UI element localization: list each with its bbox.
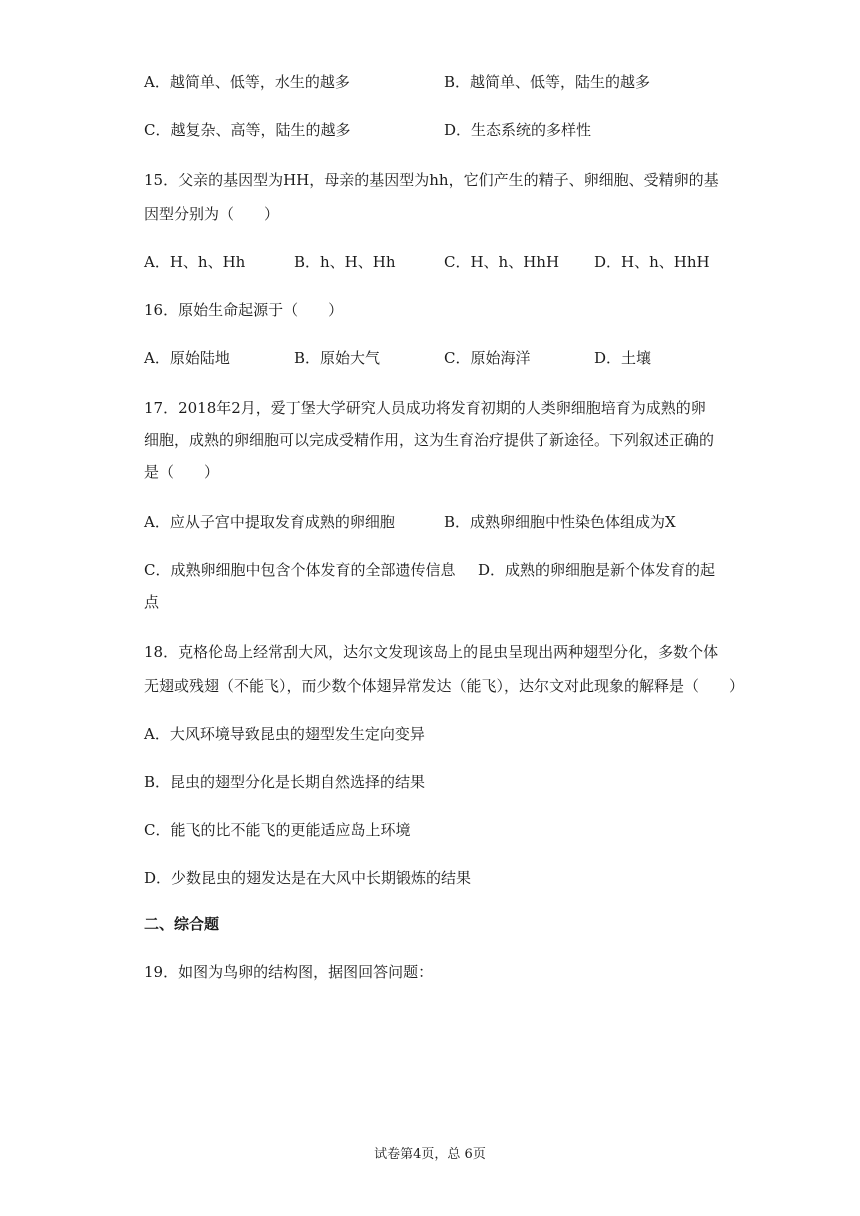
q18-option-d: D．少数昆虫的翅发达是在大风中长期锻炼的结果: [144, 869, 472, 887]
q19-stem: 19．如图为鸟卵的结构图，据图回答问题：: [144, 963, 434, 981]
q16-option-c: C．原始海洋: [444, 349, 531, 367]
q16-option-a: A．原始陆地: [144, 349, 230, 367]
q17-option-a: A．应从子宫中提取发育成熟的卵细胞: [144, 513, 395, 531]
q18-stem-line2: 无翅或残翅（不能飞），而少数个体翅异常发达（能飞），达尔文对此现象的解释是（ ）: [144, 677, 745, 695]
q17-option-c: C．成熟卵细胞中包含个体发育的全部遗传信息: [144, 561, 456, 579]
q17-option-b: B．成熟卵细胞中性染色体组成为X: [444, 513, 676, 531]
q17-option-d-line1: D．成熟的卵细胞是新个体发育的起: [478, 561, 716, 579]
q15-option-d: D．H、h、HhH: [594, 253, 710, 271]
q15-option-b: B．h、H、Hh: [294, 253, 396, 271]
section-title: 二、综合题: [144, 915, 220, 933]
q16-option-b: B．原始大气: [294, 349, 381, 367]
q15-option-a: A．H、h、Hh: [144, 253, 246, 271]
q15-stem-line1: 15．父亲的基因型为HH，母亲的基因型为hh，它们产生的精子、卵细胞、受精卵的基: [144, 171, 719, 189]
q14-option-d: D．生态系统的多样性: [444, 121, 592, 139]
q17-option-d-line2: 点: [144, 593, 160, 611]
q14-option-c: C．越复杂、高等，陆生的越多: [144, 121, 351, 139]
q14-option-a: A．越简单、低等，水生的越多: [144, 73, 350, 91]
q18-option-c: C．能飞的比不能飞的更能适应岛上环境: [144, 821, 411, 839]
q16-stem: 16．原始生命起源于（ ）: [144, 301, 344, 319]
q18-stem-line1: 18．克格伦岛上经常刮大风，达尔文发现该岛上的昆虫呈现出两种翅型分化，多数个体: [144, 643, 719, 661]
page-footer: 试卷第4页，总 6页: [374, 1147, 486, 1162]
q15-option-c: C．H、h、HhH: [444, 253, 560, 271]
q18-option-b: B．昆虫的翅型分化是长期自然选择的结果: [144, 773, 426, 791]
q14-option-b: B．越简单、低等，陆生的越多: [444, 73, 651, 91]
q17-stem-line2: 细胞，成熟的卵细胞可以完成受精作用，这为生育治疗提供了新途径。下列叙述正确的: [144, 431, 715, 449]
q18-option-a: A．大风环境导致昆虫的翅型发生定向变异: [144, 725, 425, 743]
q17-stem-line1: 17．2018年2月，爱丁堡大学研究人员成功将发育初期的人类卵细胞培育为成熟的卵: [144, 399, 706, 417]
q15-stem-line2: 因型分别为（ ）: [144, 205, 280, 223]
q17-stem-line3: 是（ ）: [144, 463, 220, 481]
q16-option-d: D．土壤: [594, 349, 652, 367]
